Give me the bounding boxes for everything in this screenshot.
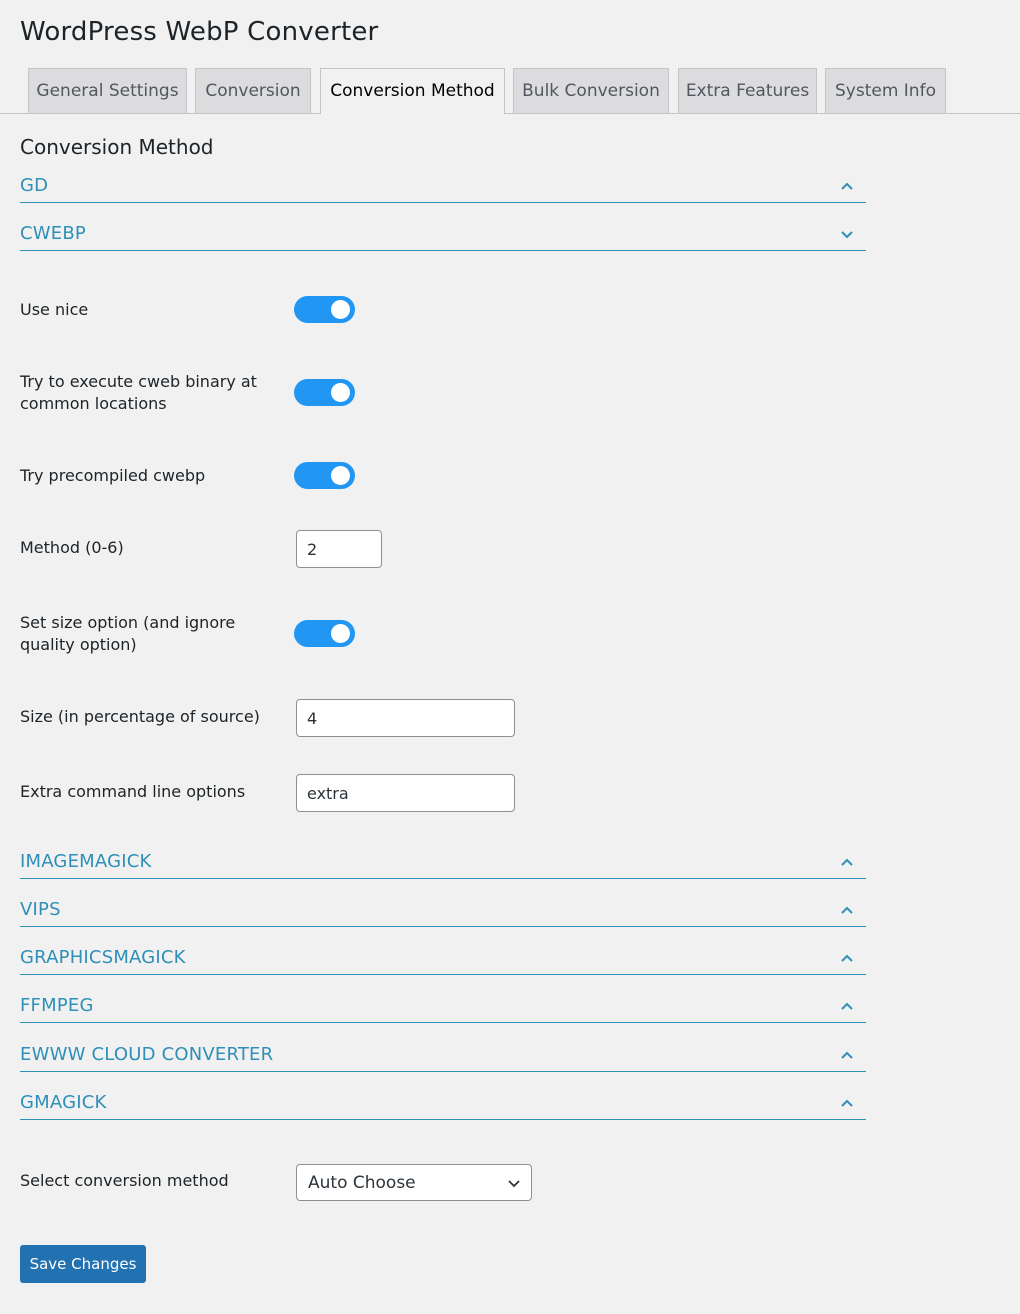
- set-size-label: Set size option (and ignore quality option): [20, 613, 236, 654]
- conversion-method-select[interactable]: [296, 1164, 532, 1201]
- accordion-graphicsmagick[interactable]: [20, 945, 866, 975]
- toggle-knob: [331, 300, 350, 319]
- chevron-up-icon: [840, 903, 854, 917]
- size-input[interactable]: [296, 699, 515, 737]
- extra-options-input[interactable]: [296, 774, 515, 812]
- use-nice-label: Use nice: [20, 300, 89, 319]
- toggle-knob: [331, 466, 350, 485]
- size-label: Size (in percentage of source): [20, 707, 260, 726]
- chevron-up-icon: [840, 951, 854, 965]
- tab-bulk-conversion[interactable]: Bulk Conversion: [513, 68, 669, 113]
- accordion-imagemagick[interactable]: [20, 849, 866, 879]
- try-common-locations-toggle[interactable]: [294, 379, 355, 406]
- accordion-vips[interactable]: [20, 897, 866, 927]
- try-common-locations-label: Try to execute cweb binary at common locations: [20, 372, 257, 413]
- chevron-up-icon: [840, 855, 854, 869]
- accordion-vips-label: VIPS: [20, 899, 61, 920]
- accordion-ffmpeg-label: FFMPEG: [20, 995, 94, 1016]
- try-precompiled-label: Try precompiled cwebp: [20, 466, 206, 485]
- tab-bar: [0, 68, 1020, 114]
- set-size-toggle[interactable]: [294, 620, 355, 647]
- save-changes-button[interactable]: Save Changes: [20, 1245, 146, 1283]
- conversion-method-value: Auto Choose: [308, 1173, 416, 1193]
- tab-conversion-method[interactable]: Conversion Method: [320, 68, 505, 114]
- accordion-gd-label: GD: [20, 175, 49, 196]
- tab-conversion[interactable]: Conversion: [195, 68, 311, 113]
- accordion-imagemagick-label: IMAGEMAGICK: [20, 851, 152, 872]
- tab-extra-features[interactable]: Extra Features: [678, 68, 817, 113]
- accordion-ffmpeg[interactable]: [20, 993, 866, 1023]
- tab-general-settings[interactable]: General Settings: [28, 68, 187, 113]
- page-title: WordPress WebP Converter: [20, 17, 379, 47]
- accordion-ewww-label: EWWW CLOUD CONVERTER: [20, 1044, 274, 1065]
- try-precompiled-toggle[interactable]: [294, 462, 355, 489]
- accordion-graphicsmagick-label: GRAPHICSMAGICK: [20, 947, 186, 968]
- toggle-knob: [331, 624, 350, 643]
- accordion-cwebp[interactable]: [20, 221, 866, 251]
- accordion-gmagick-label: GMAGICK: [20, 1092, 107, 1113]
- chevron-up-icon: [840, 1048, 854, 1062]
- chevron-up-icon: [840, 179, 854, 193]
- chevron-down-icon: [840, 227, 854, 241]
- accordion-gmagick[interactable]: [20, 1090, 866, 1120]
- extra-options-label: Extra command line options: [20, 782, 246, 801]
- use-nice-toggle[interactable]: [294, 296, 355, 323]
- chevron-down-icon: [507, 1176, 521, 1190]
- method-label: Method (0-6): [20, 538, 124, 557]
- select-method-label: Select conversion method: [20, 1171, 229, 1190]
- chevron-up-icon: [840, 999, 854, 1013]
- chevron-up-icon: [840, 1096, 854, 1110]
- tab-system-info[interactable]: System Info: [825, 68, 946, 113]
- section-title: Conversion Method: [20, 135, 214, 159]
- toggle-knob: [331, 383, 350, 402]
- accordion-cwebp-label: CWEBP: [20, 223, 86, 244]
- accordion-ewww-cloud-converter[interactable]: [20, 1042, 866, 1072]
- accordion-gd[interactable]: [20, 173, 866, 203]
- method-input[interactable]: [296, 530, 382, 568]
